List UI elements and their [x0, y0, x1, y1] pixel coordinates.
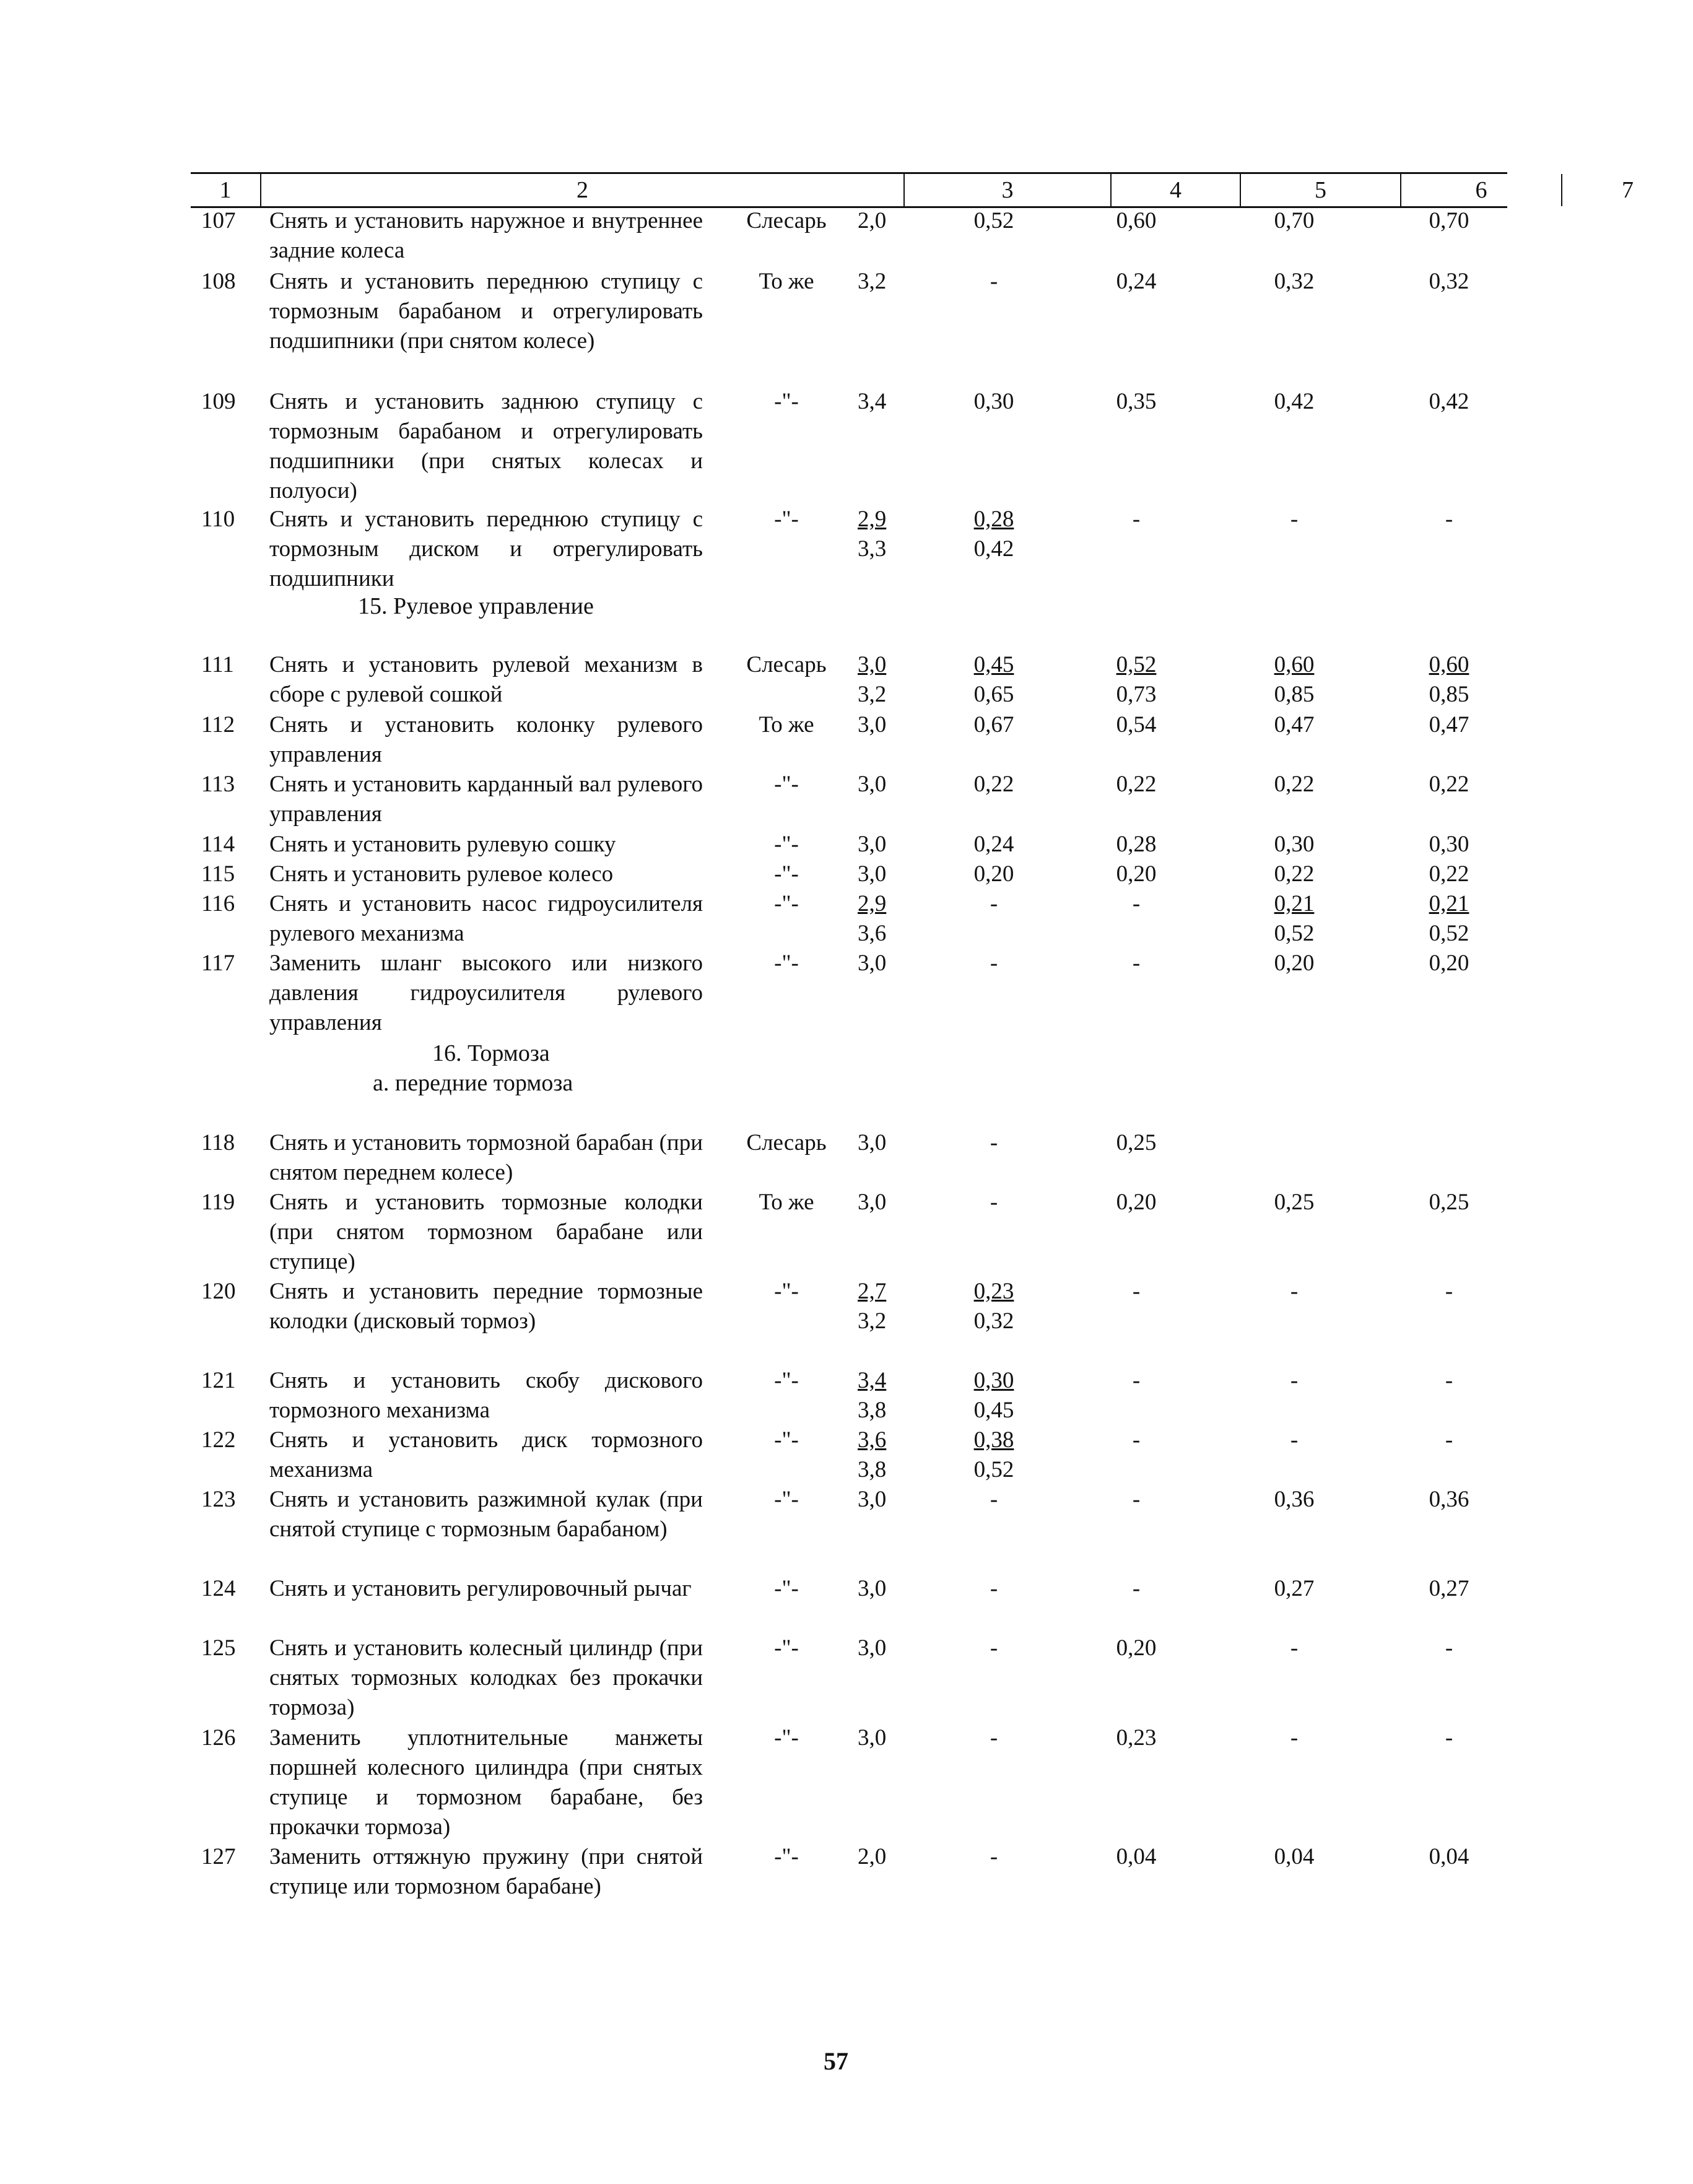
worker-type: -"-: [774, 1844, 799, 1869]
norm-col-7: 0,42: [1429, 389, 1469, 414]
operation-description: Заменить шланг высокого или низкого давления гидроусилителя рулевого управления: [269, 951, 703, 1035]
row-number: 108: [201, 269, 236, 294]
worker-type: -"-: [774, 772, 799, 797]
row-number: 113: [201, 772, 235, 797]
header-col-5: 5: [1315, 177, 1326, 203]
norm-col-5: 0,04: [1116, 1844, 1157, 1869]
norm-col-5: -: [1132, 951, 1141, 976]
norm-col-6: -: [1290, 1427, 1299, 1453]
norm-col-6: 0,30: [1274, 832, 1315, 857]
worker-grade-secondary: 3,2: [858, 1308, 887, 1334]
norm-col-4: 0,24: [973, 832, 1014, 857]
norm-col-6-secondary: 0,52: [1274, 921, 1315, 946]
worker-type: -"-: [774, 1635, 799, 1661]
norm-col-4: -: [990, 1635, 998, 1661]
norm-col-4-primary: 0,45: [973, 652, 1014, 677]
norm-col-5: 0,20: [1116, 861, 1157, 887]
worker-type: То же: [759, 1190, 814, 1215]
norm-col-7-secondary: 0,85: [1429, 682, 1469, 707]
worker-type: -"-: [774, 1427, 799, 1453]
worker-grade: 3,2: [858, 269, 887, 294]
norm-col-4-primary: 0,23: [973, 1279, 1014, 1304]
worker-grade: 3,0: [858, 1576, 887, 1601]
worker-grade: 3,0: [858, 1130, 887, 1155]
operation-description: Снять и установить заднюю ступицу с тормозным барабаном и отрегулировать подшипники (при снятых колесах и полуоси): [269, 389, 703, 503]
norm-col-4-secondary: 0,52: [973, 1457, 1014, 1482]
operation-description: Снять и установить переднюю ступицу с тормозным диском и отрегулировать подшипники: [269, 507, 703, 591]
worker-type: -"-: [774, 891, 799, 916]
norm-col-4: -: [990, 1130, 998, 1155]
header-col-1: 1: [219, 177, 232, 203]
norm-col-5: -: [1132, 1368, 1141, 1393]
row-number: 121: [201, 1368, 236, 1393]
norm-col-5: -: [1132, 1279, 1141, 1304]
operation-description: Снять и установить разжимной кулак (при снятой ступице с тормозным барабаном): [269, 1487, 703, 1542]
worker-grade: 2,0: [858, 1844, 887, 1869]
worker-type: Слесарь: [746, 1130, 827, 1155]
norm-col-5: 0,25: [1116, 1130, 1157, 1155]
worker-type: -"-: [774, 507, 799, 532]
norm-col-4: 0,22: [973, 772, 1014, 797]
worker-grade-primary: 3,6: [858, 1427, 887, 1453]
operation-description: Снять и установить колесный цилиндр (при снятых тормозных колодках без прокачки тормоза): [269, 1635, 703, 1720]
worker-type: То же: [759, 269, 814, 294]
worker-type: -"-: [774, 1576, 799, 1601]
worker-grade-secondary: 3,2: [858, 682, 887, 707]
header-col-7: 7: [1622, 177, 1634, 203]
worker-type: -"-: [774, 389, 799, 414]
norm-col-4-primary: 0,30: [973, 1368, 1014, 1393]
worker-grade-primary: 3,0: [858, 652, 887, 677]
norm-col-4: 0,20: [973, 861, 1014, 887]
norm-col-4-primary: 0,28: [973, 507, 1014, 532]
row-number: 126: [201, 1725, 236, 1751]
norm-col-7: [1403, 889, 1495, 949]
norm-col-6: -: [1290, 1635, 1299, 1661]
worker-grade: 3,0: [858, 861, 887, 887]
norm-col-4: -: [990, 269, 998, 294]
norm-col-4-primary: 0,38: [973, 1427, 1014, 1453]
worker-grade: [858, 1277, 926, 1336]
worker-type: -"-: [774, 861, 799, 887]
worker-grade: 3,0: [858, 951, 887, 976]
row-number: 124: [201, 1576, 236, 1601]
worker-grade: 3,4: [858, 389, 887, 414]
norm-col-4-secondary: 0,65: [973, 682, 1014, 707]
worker-grade-secondary: 3,6: [858, 921, 887, 946]
operation-description: Снять и установить наружное и внутреннее задние колеса: [269, 208, 703, 263]
norm-col-5-secondary: 0,73: [1116, 682, 1157, 707]
norm-col-7: 0,32: [1429, 269, 1469, 294]
worker-grade: 3,0: [858, 712, 887, 737]
norm-col-5: -: [1132, 507, 1141, 532]
norm-col-6: -: [1290, 1279, 1299, 1304]
norm-col-4-secondary: 0,42: [973, 536, 1014, 562]
subsection-heading: а. передние тормоза: [373, 1070, 573, 1096]
operation-description: Снять и установить рулевой механизм в сборе с рулевой сошкой: [269, 652, 703, 707]
norm-col-6: 0,22: [1274, 772, 1315, 797]
row-number: 123: [201, 1487, 236, 1512]
operation-description: Снять и установить тормозной барабан (при снятом переднем колесе): [269, 1130, 703, 1185]
norm-col-7: -: [1445, 1725, 1453, 1751]
norm-col-5: 0,60: [1116, 208, 1157, 233]
norm-col-4: [947, 1425, 1040, 1485]
norm-col-6: 0,22: [1274, 861, 1315, 887]
worker-grade-secondary: 3,8: [858, 1398, 887, 1423]
norm-col-4: -: [990, 1725, 998, 1751]
norm-col-5: -: [1132, 1576, 1141, 1601]
worker-grade-secondary: 3,3: [858, 536, 887, 562]
norm-col-4: -: [990, 1190, 998, 1215]
norm-col-7: 0,20: [1429, 951, 1469, 976]
row-number: 117: [201, 951, 235, 976]
worker-type: -"-: [774, 832, 799, 857]
norm-col-7: -: [1445, 1635, 1453, 1661]
section-heading: 15. Рулевое управление: [358, 593, 594, 619]
row-number: 119: [201, 1190, 235, 1215]
norm-col-5: -: [1132, 1427, 1141, 1453]
norm-col-5: 0,22: [1116, 772, 1157, 797]
norm-col-6-primary: 0,21: [1274, 891, 1315, 916]
norm-col-6: 0,27: [1274, 1576, 1315, 1601]
norm-col-6: 0,47: [1274, 712, 1315, 737]
norm-col-7: 0,22: [1429, 772, 1469, 797]
norm-col-6: 0,70: [1274, 208, 1315, 233]
norm-col-4-secondary: 0,32: [973, 1308, 1014, 1334]
norm-col-4: 0,67: [973, 712, 1014, 737]
norm-col-4: 0,30: [973, 389, 1014, 414]
norm-col-7: 0,04: [1429, 1844, 1469, 1869]
worker-grade-primary: 2,9: [858, 891, 887, 916]
norm-col-7: 0,36: [1429, 1487, 1469, 1512]
header-col-2: 2: [577, 177, 588, 203]
worker-type: -"-: [774, 1368, 799, 1393]
worker-grade: [858, 1425, 926, 1485]
worker-grade-primary: 2,9: [858, 507, 887, 532]
norm-col-6: 0,25: [1274, 1190, 1315, 1215]
row-number: 111: [201, 652, 234, 677]
norm-col-4: [947, 1366, 1040, 1425]
worker-grade: 3,0: [858, 1487, 887, 1512]
norm-col-6: [1248, 650, 1341, 710]
norm-col-4: [947, 505, 1040, 564]
page-number: 57: [824, 2047, 848, 2075]
norm-col-6: -: [1290, 1725, 1299, 1751]
norm-col-4: 0,52: [973, 208, 1014, 233]
norm-col-5: 0,35: [1116, 389, 1157, 414]
worker-grade: [858, 889, 926, 949]
worker-grade: 3,0: [858, 1725, 887, 1751]
worker-grade: 3,0: [858, 772, 887, 797]
row-number: 127: [201, 1844, 236, 1869]
worker-grade: 3,0: [858, 1190, 887, 1215]
row-number: 122: [201, 1427, 236, 1453]
norm-col-5: 0,24: [1116, 269, 1157, 294]
norm-col-6: -: [1290, 507, 1299, 532]
norm-col-7: 0,30: [1429, 832, 1469, 857]
norm-col-7: -: [1445, 1368, 1453, 1393]
table-header: [191, 172, 1634, 208]
norm-col-7: -: [1445, 1427, 1453, 1453]
operation-description: Снять и установить переднюю ступицу с тормозным барабаном и отрегулировать подшипники (при снятом колесе): [269, 269, 703, 354]
worker-type: Слесарь: [746, 208, 827, 233]
row-number: 114: [201, 832, 235, 857]
worker-grade: 3,0: [858, 1635, 887, 1661]
worker-type: Слесарь: [746, 652, 827, 677]
operation-description: Снять и установить скобу дискового тормозного механизма: [269, 1368, 703, 1423]
worker-grade-primary: 3,4: [858, 1368, 887, 1393]
operation-description: Снять и установить колонку рулевого управления: [269, 712, 703, 767]
operation-description: Снять и установить передние тормозные колодки (дисковый тормоз): [269, 1279, 703, 1334]
norm-col-4: -: [990, 1487, 998, 1512]
worker-type: -"-: [774, 951, 799, 976]
row-number: 115: [201, 861, 235, 887]
norm-col-5: 0,54: [1116, 712, 1157, 737]
row-number: 125: [201, 1635, 236, 1661]
worker-grade-primary: 2,7: [858, 1279, 887, 1304]
section-heading: 16. Тормоза: [432, 1040, 550, 1066]
worker-type: То же: [759, 712, 814, 737]
norm-col-4-secondary: 0,45: [973, 1398, 1014, 1423]
norm-col-7: -: [1445, 507, 1453, 532]
norm-col-6: [1248, 889, 1341, 949]
worker-grade: 3,0: [858, 832, 887, 857]
operation-description: Снять и установить тормозные колодки (при снятом тормозном барабане или ступице): [269, 1190, 703, 1274]
operation-description: Заменить уплотнительные манжеты поршней колесного цилиндра (при снятых ступице и тормозном барабане, без прокачки тормоза): [269, 1725, 703, 1840]
norm-col-4: -: [990, 1844, 998, 1869]
norm-col-5: -: [1132, 891, 1141, 916]
row-number: 107: [201, 208, 236, 233]
norm-col-6: 0,04: [1274, 1844, 1315, 1869]
norm-col-7: -: [1445, 1279, 1453, 1304]
norm-col-4: -: [990, 1576, 998, 1601]
norm-col-6-primary: 0,60: [1274, 652, 1315, 677]
norm-col-6: 0,32: [1274, 269, 1315, 294]
norm-col-7: 0,47: [1429, 712, 1469, 737]
norm-col-4: -: [990, 891, 998, 916]
header-col-3: 3: [1001, 177, 1014, 203]
norm-col-5: 0,20: [1116, 1190, 1157, 1215]
operation-description: Снять и установить насос гидроусилителя рулевого механизма: [269, 891, 703, 946]
norm-col-7: 0,70: [1429, 208, 1469, 233]
operation-description: Снять и установить диск тормозного механизма: [269, 1427, 703, 1482]
norm-col-7-primary: 0,60: [1429, 652, 1469, 677]
row-number: 120: [201, 1279, 236, 1304]
worker-grade: [858, 505, 926, 564]
norm-col-7: 0,27: [1429, 1576, 1469, 1601]
norm-col-5: 0,23: [1116, 1725, 1157, 1751]
norm-col-5: 0,28: [1116, 832, 1157, 857]
worker-grade: 2,0: [858, 208, 887, 233]
norm-col-6: 0,20: [1274, 951, 1315, 976]
norm-col-6-secondary: 0,85: [1274, 682, 1315, 707]
norm-col-7: 0,25: [1429, 1190, 1469, 1215]
norm-col-7: [1403, 650, 1495, 710]
worker-type: -"-: [774, 1279, 799, 1304]
norm-col-6: 0,42: [1274, 389, 1315, 414]
norm-col-7: 0,22: [1429, 861, 1469, 887]
norm-col-4: [947, 1277, 1040, 1336]
norm-col-6: -: [1290, 1368, 1299, 1393]
norm-col-7-primary: 0,21: [1429, 891, 1469, 916]
norm-col-5: -: [1132, 1487, 1141, 1512]
norm-col-4: -: [990, 951, 998, 976]
row-number: 118: [201, 1130, 235, 1155]
worker-grade: [858, 1366, 926, 1425]
norm-col-7-secondary: 0,52: [1429, 921, 1469, 946]
header-col-6: 6: [1475, 177, 1487, 203]
header-col-4: 4: [1170, 177, 1182, 203]
norm-col-4: [947, 650, 1040, 710]
worker-grade: [858, 650, 926, 710]
operation-description: Заменить оттяжную пружину (при снятой ступице или тормозном барабане): [269, 1844, 703, 1899]
worker-type: -"-: [774, 1725, 799, 1751]
operation-description: Снять и установить рулевую сошку: [269, 832, 616, 857]
row-number: 109: [201, 389, 236, 414]
operation-description: Снять и установить регулировочный рычаг: [269, 1576, 692, 1601]
norm-col-5: [1090, 650, 1183, 710]
row-number: 116: [201, 891, 235, 916]
norm-col-5-primary: 0,52: [1116, 652, 1157, 677]
operation-description: Снять и установить рулевое колесо: [269, 861, 614, 887]
norm-col-6: 0,36: [1274, 1487, 1315, 1512]
row-number: 110: [201, 507, 235, 532]
operation-description: Снять и установить карданный вал рулевого управления: [269, 772, 703, 827]
worker-type: -"-: [774, 1487, 799, 1512]
worker-grade-secondary: 3,8: [858, 1457, 887, 1482]
norm-col-5: 0,20: [1116, 1635, 1157, 1661]
row-number: 112: [201, 712, 235, 737]
